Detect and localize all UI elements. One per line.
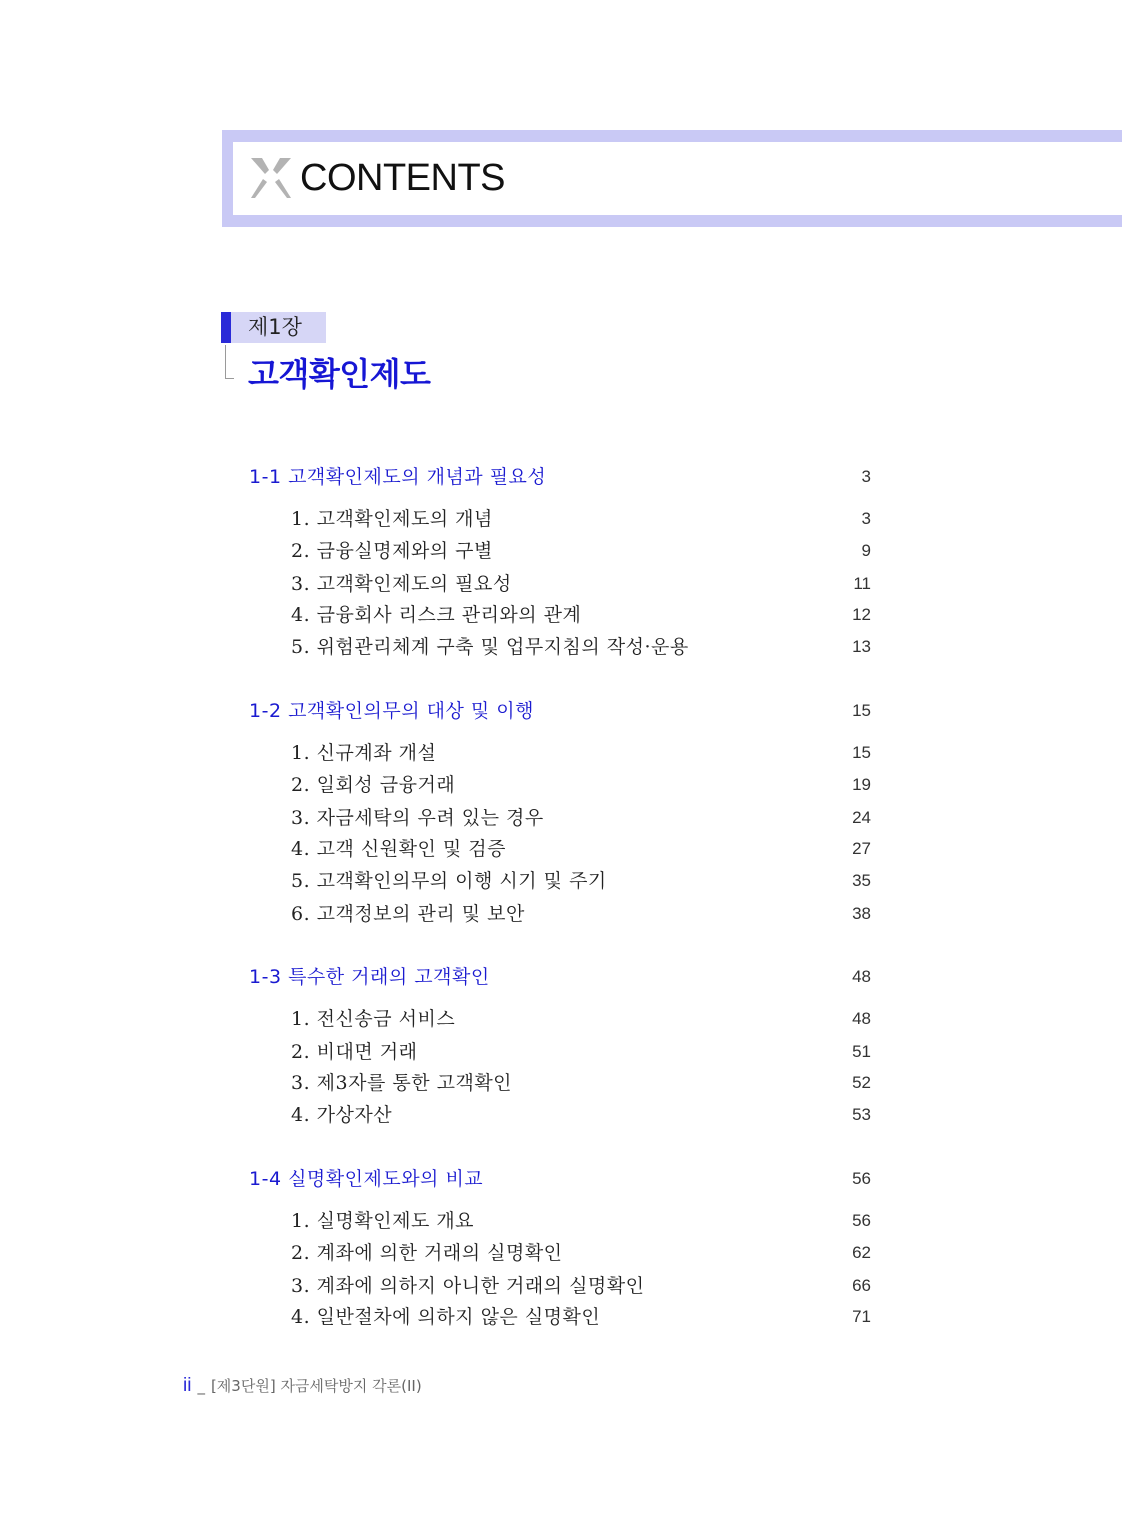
toc-item-label: 1. 고객확인제도의 개념: [291, 508, 493, 530]
toc-item-label: 2. 비대면 거래: [291, 1041, 418, 1063]
toc-section-page: 15: [852, 701, 871, 720]
toc-item-label: 5. 위험관리체계 구축 및 업무지침의 작성·운용: [291, 636, 689, 658]
toc-section-label: 1-2 고객확인의무의 대상 및 이행: [249, 700, 534, 722]
footer-separator: _: [197, 1377, 205, 1395]
toc-item-page: 13: [852, 637, 871, 656]
toc-item[interactable]: [291, 1005, 871, 1033]
toc-item-label: 1. 전신송금 서비스: [291, 1008, 456, 1030]
toc-item-page: 19: [852, 775, 871, 794]
chapter-bracket: [225, 345, 234, 379]
toc-item-page: 35: [852, 871, 871, 890]
toc-item[interactable]: [291, 570, 871, 598]
contents-title: CONTENTS: [300, 157, 505, 199]
toc-item-label: 1. 실명확인제도 개요: [291, 1210, 475, 1232]
toc-section[interactable]: [249, 697, 871, 725]
chapter-title: 고객확인제도: [248, 355, 431, 393]
toc-section[interactable]: [249, 1165, 871, 1193]
footer-page-number: ii: [183, 1375, 192, 1396]
toc-item-label: 4. 가상자산: [291, 1104, 393, 1126]
toc-item[interactable]: [291, 1303, 871, 1331]
toc-item-page: 27: [852, 839, 871, 858]
toc-section-page: 56: [852, 1169, 871, 1188]
toc-section-label: 1-3 특수한 거래의 고객확인: [249, 966, 490, 988]
toc-item[interactable]: [291, 835, 871, 863]
toc-item-page: 11: [853, 574, 871, 593]
toc-item-label: 3. 제3자를 통한 고객확인: [291, 1072, 513, 1094]
toc-item[interactable]: [291, 1038, 871, 1066]
toc-item[interactable]: [291, 739, 871, 767]
toc-item-page: 3: [861, 509, 871, 528]
toc-item[interactable]: [291, 1239, 871, 1267]
toc-item-page: 53: [852, 1105, 871, 1124]
toc-section-label: 1-4 실명확인제도와의 비교: [249, 1168, 484, 1190]
page-footer: [183, 1373, 422, 1399]
chapter-accent-bar: [221, 312, 231, 343]
toc-item-page: 71: [852, 1307, 871, 1326]
chapter-tag: 제1장: [231, 312, 326, 343]
toc-section-page: 3: [861, 467, 871, 486]
toc-item-page: 56: [852, 1211, 871, 1230]
toc-item-label: 2. 계좌에 의한 거래의 실명확인: [291, 1242, 563, 1264]
toc-item-label: 6. 고객정보의 관리 및 보안: [291, 903, 525, 925]
toc-item-label: 3. 자금세탁의 우려 있는 경우: [291, 807, 544, 829]
toc-item-label: 4. 금융회사 리스크 관리와의 관계: [291, 604, 582, 626]
toc-item-page: 51: [852, 1042, 871, 1061]
toc-section[interactable]: [249, 963, 871, 991]
toc-item-page: 38: [852, 904, 871, 923]
toc-item-page: 12: [852, 605, 871, 624]
toc-item-label: 3. 고객확인제도의 필요성: [291, 573, 512, 595]
toc-item[interactable]: [291, 804, 871, 832]
toc-item-page: 9: [861, 541, 871, 560]
toc-item-label: 5. 고객확인의무의 이행 시기 및 주기: [291, 870, 607, 892]
toc-item-label: 4. 일반절차에 의하지 않은 실명확인: [291, 1306, 601, 1328]
toc-item-label: 3. 계좌에 의하지 아니한 거래의 실명확인: [291, 1275, 645, 1297]
toc-item[interactable]: [291, 537, 871, 565]
toc-item-page: 48: [852, 1009, 871, 1028]
toc-item-page: 66: [852, 1276, 871, 1295]
toc-item[interactable]: [291, 867, 871, 895]
toc-item[interactable]: [291, 900, 871, 928]
toc-item[interactable]: [291, 1272, 871, 1300]
toc-item[interactable]: [291, 633, 871, 661]
toc-item-label: 2. 일회성 금융거래: [291, 774, 456, 796]
toc-item-page: 15: [852, 743, 871, 762]
toc-item[interactable]: [291, 1069, 871, 1097]
contents-cross-icon: [251, 158, 291, 198]
toc-item-page: 62: [852, 1243, 871, 1262]
toc-item-label: 2. 금융실명제와의 구별: [291, 540, 493, 562]
toc-item[interactable]: [291, 771, 871, 799]
toc-item-page: 24: [852, 808, 871, 827]
toc-section-label: 1-1 고객확인제도의 개념과 필요성: [249, 466, 547, 488]
toc-item[interactable]: [291, 1101, 871, 1129]
toc-item[interactable]: [291, 601, 871, 629]
toc-item-label: 1. 신규계좌 개설: [291, 742, 437, 764]
footer-unit-title: [제3단원] 자금세탁방지 각론(II): [210, 1377, 422, 1395]
toc-item-label: 4. 고객 신원확인 및 검증: [291, 838, 506, 860]
toc-section[interactable]: [249, 463, 871, 491]
toc-item[interactable]: [291, 1207, 871, 1235]
toc-item[interactable]: [291, 505, 871, 533]
toc-item-page: 52: [852, 1073, 871, 1092]
toc-section-page: 48: [852, 967, 871, 986]
